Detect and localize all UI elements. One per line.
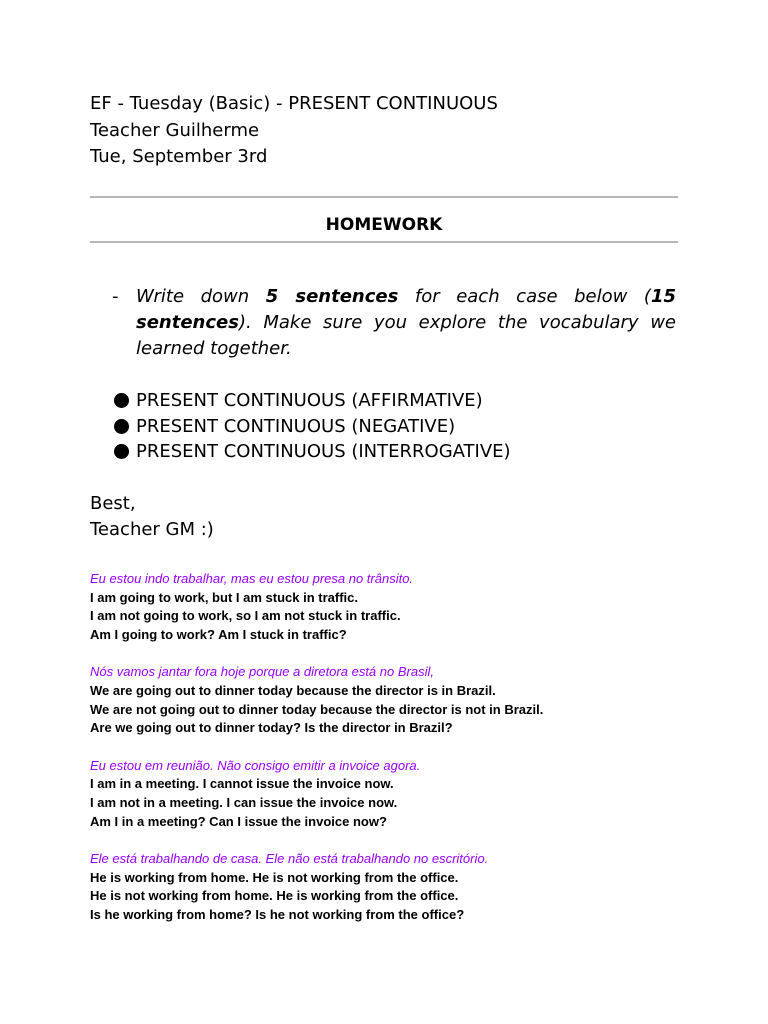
divider-top bbox=[90, 196, 678, 198]
header-course-title: EF - Tuesday (Basic) - PRESENT CONTINUOUS bbox=[90, 93, 498, 114]
english-negative: We are not going out to dinner today because the director is not in Brazil. bbox=[90, 701, 544, 717]
list-item bbox=[112, 439, 511, 465]
english-negative: He is not working from home. He is working from the office. bbox=[90, 888, 459, 904]
english-interrogative: Are we going out to dinner today? Is the director in Brazil? bbox=[90, 720, 453, 736]
english-affirmative: We are going out to dinner today because the director is in Brazil. bbox=[90, 683, 496, 699]
example-block bbox=[90, 850, 690, 925]
portuguese-sentence: Nós vamos jantar fora hoje porque a diretora está no Brasil, bbox=[90, 664, 434, 680]
instruction-part: ). Make sure you explore the vocabulary we learned together. bbox=[136, 312, 676, 359]
document-header bbox=[90, 91, 498, 171]
english-affirmative: I am in a meeting. I cannot issue the invoice now. bbox=[90, 776, 394, 792]
portuguese-sentence: Eu estou indo trabalhar, mas eu estou presa no trânsito. bbox=[90, 571, 414, 586]
signoff-greeting: Best, bbox=[90, 493, 136, 514]
english-negative: I am not in a meeting. I can issue the invoice now. bbox=[90, 795, 398, 811]
example-block bbox=[90, 570, 690, 645]
example-block bbox=[90, 757, 690, 832]
header-date: Tue, September 3rd bbox=[90, 146, 268, 167]
example-block bbox=[90, 663, 690, 738]
portuguese-sentence: Eu estou em reunião. Não consigo emitir a invoice agora. bbox=[90, 757, 421, 773]
english-affirmative: I am going to work, but I am stuck in traffic. bbox=[90, 589, 358, 605]
dash-marker: - bbox=[112, 286, 119, 307]
english-negative: I am not going to work, so I am not stuck in traffic. bbox=[90, 608, 401, 624]
english-interrogative: Is he working from home? Is he not working from the office? bbox=[90, 907, 465, 923]
instruction-emphasis: 5 sentences bbox=[265, 286, 399, 307]
list-item-label: PRESENT CONTINUOUS (INTERROGATIVE) bbox=[136, 441, 511, 462]
divider-bottom bbox=[90, 241, 678, 243]
signoff-name: Teacher GM :) bbox=[90, 519, 214, 540]
instruction-text bbox=[136, 284, 676, 362]
bullet-icon bbox=[114, 393, 129, 408]
header-teacher: Teacher Guilherme bbox=[90, 119, 260, 141]
example-sentences bbox=[90, 570, 690, 943]
english-affirmative: He is working from home. He is not working from the office. bbox=[90, 869, 459, 885]
list-item-label: PRESENT CONTINUOUS (AFFIRMATIVE) bbox=[136, 390, 483, 411]
instruction-part: Write down bbox=[136, 286, 266, 307]
bullet-icon bbox=[114, 444, 129, 459]
signoff bbox=[90, 491, 214, 543]
list-item-label: PRESENT CONTINUOUS (NEGATIVE) bbox=[136, 415, 456, 437]
list-item bbox=[112, 388, 511, 414]
homework-heading: HOMEWORK bbox=[325, 215, 443, 235]
instruction-emphasis: 15 sentences bbox=[136, 286, 676, 333]
instruction-part: for each case below ( bbox=[398, 286, 651, 307]
bullet-icon bbox=[114, 419, 129, 434]
english-interrogative: Am I going to work? Am I stuck in traffic? bbox=[90, 627, 347, 643]
tense-list bbox=[112, 388, 511, 465]
homework-instruction bbox=[112, 284, 676, 362]
english-interrogative: Am I in a meeting? Can I issue the invoice now? bbox=[90, 813, 387, 829]
portuguese-sentence: Ele está trabalhando de casa. Ele não está trabalhando no escritório. bbox=[90, 850, 489, 866]
list-item bbox=[112, 414, 511, 440]
